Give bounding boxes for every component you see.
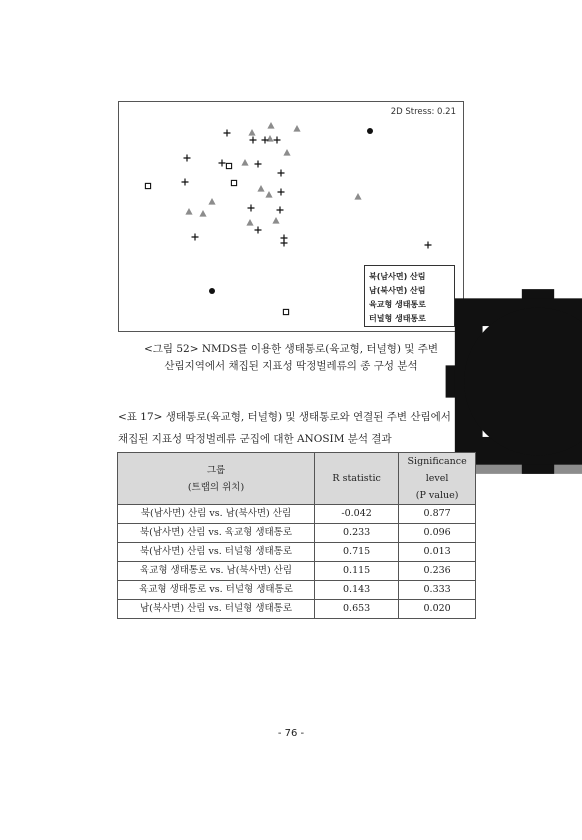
- cell-r: 0.143: [315, 581, 399, 600]
- header-significance: [399, 453, 476, 505]
- cell-p: 0.096: [399, 524, 476, 543]
- point-triangle-3: [293, 125, 300, 132]
- figure-caption-line2: 산림지역에서 채집된 지표성 딱정벌레류의 종 구성 분석: [164, 360, 418, 372]
- table-row: [118, 543, 476, 562]
- table-row: [118, 600, 476, 619]
- point-triangle-11: [246, 219, 253, 226]
- stress-label: 2D Stress: 0.21: [390, 107, 456, 117]
- point-triangle-6: [257, 185, 264, 192]
- point-plus-7: [278, 170, 285, 177]
- legend-label: 육교형 생태통로: [369, 299, 426, 309]
- point-plus-2: [262, 137, 269, 144]
- cell-p: 0.236: [399, 562, 476, 581]
- cell-r: 0.653: [315, 600, 399, 619]
- point-plus-11: [277, 207, 284, 214]
- point-triangle-0: [267, 122, 274, 129]
- header-significance-line2: level: [425, 473, 449, 484]
- table-title-line1: <표 17> 생태통로(육교형, 터널형) 및 생태통로와 연결된 주변 산림에서: [118, 411, 451, 423]
- nmds-figure: [118, 101, 464, 332]
- point-plus-3: [274, 137, 281, 144]
- point-triangle-2: [266, 135, 273, 142]
- point-plus-12: [255, 227, 262, 234]
- point-square-1: [231, 180, 236, 185]
- table-row: [118, 562, 476, 581]
- point-triangle-4: [283, 149, 290, 156]
- table-title-line2: 채집된 지표성 딱정벌레류 군집에 대한 ANOSIM 분석 결과: [118, 433, 392, 445]
- point-triangle-13: [354, 193, 361, 200]
- point-triangle-9: [185, 208, 192, 215]
- point-plus-8: [182, 179, 189, 186]
- anosim-table: [117, 452, 476, 619]
- point-plus-15: [192, 234, 199, 241]
- figure-legend: [364, 265, 455, 327]
- point-circle-1: [209, 288, 215, 294]
- point-triangle-12: [272, 217, 279, 224]
- header-significance-line3: (P value): [415, 490, 459, 501]
- cell-group: 육교형 생태통로 vs. 남(북사면) 산림: [118, 562, 315, 581]
- header-group-line1: 그룹: [206, 464, 226, 476]
- legend-entry-tunnel: [369, 311, 450, 325]
- cell-group: 북(남사면) 산림 vs. 남(북사면) 산림: [118, 505, 315, 524]
- table-row: [118, 581, 476, 600]
- cell-p: 0.877: [399, 505, 476, 524]
- table-row: [118, 505, 476, 524]
- point-plus-0: [224, 130, 231, 137]
- cell-p: 0.020: [399, 600, 476, 619]
- point-square-0: [226, 163, 231, 168]
- point-triangle-8: [208, 198, 215, 205]
- cell-r: 0.115: [315, 562, 399, 581]
- cell-p: 0.333: [399, 581, 476, 600]
- cell-p: 0.013: [399, 543, 476, 562]
- point-circle-0: [367, 128, 373, 134]
- cell-r: 0.233: [315, 524, 399, 543]
- header-significance-line1: Significance: [407, 456, 467, 467]
- point-plus-9: [278, 189, 285, 196]
- page-number: - 76 -: [277, 728, 305, 739]
- table-row: [118, 524, 476, 543]
- point-triangle-5: [241, 159, 248, 166]
- legend-label: 남(북사면) 산림: [369, 285, 426, 295]
- legend-label: 북(남사면) 산림: [369, 271, 426, 281]
- header-r-statistic: R statistic: [315, 453, 399, 505]
- cell-r: -0.042: [315, 505, 399, 524]
- table-header-row: [118, 453, 476, 505]
- cell-group: 남(북사면) 산림 vs. 터널형 생태통로: [118, 600, 315, 619]
- header-group-line2: (트랩의 위치): [187, 481, 245, 493]
- figure-caption-line1: <그림 52> NMDS를 이용한 생태통로(육교형, 터널형) 및 주변: [143, 343, 439, 355]
- point-square-3: [283, 309, 288, 314]
- point-plus-16: [425, 242, 432, 249]
- point-plus-4: [184, 155, 191, 162]
- point-plus-1: [250, 137, 257, 144]
- point-triangle-7: [265, 191, 272, 198]
- point-triangle-1: [248, 129, 255, 136]
- point-plus-14: [281, 240, 288, 247]
- header-group: [118, 453, 315, 505]
- point-plus-10: [248, 205, 255, 212]
- point-plus-5: [219, 160, 226, 167]
- point-square-2: [145, 183, 150, 188]
- cell-r: 0.715: [315, 543, 399, 562]
- cell-group: 북(남사면) 산림 vs. 육교형 생태통로: [118, 524, 315, 543]
- cell-group: 육교형 생태통로 vs. 터널형 생태통로: [118, 581, 315, 600]
- legend-label: 터널형 생태통로: [369, 313, 426, 323]
- point-plus-6: [255, 161, 262, 168]
- cell-group: 북(남사면) 산림 vs. 터널형 생태통로: [118, 543, 315, 562]
- point-triangle-10: [199, 210, 206, 217]
